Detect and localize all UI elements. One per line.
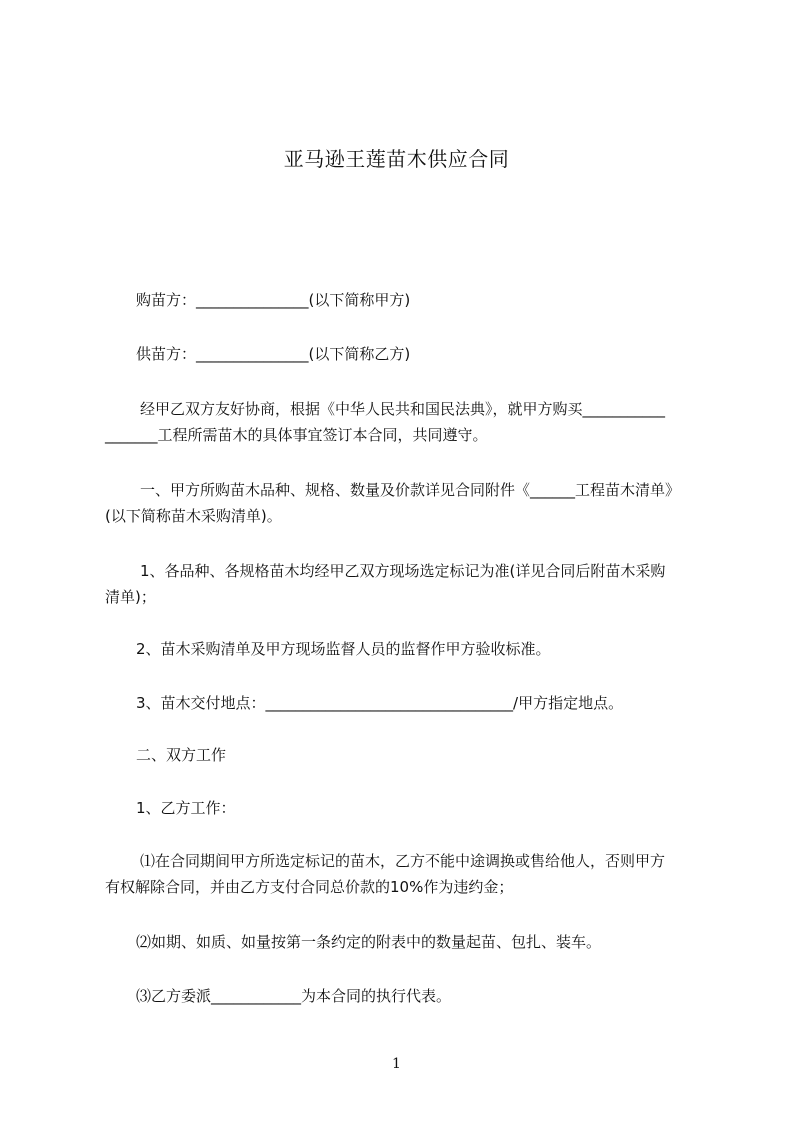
delivery-location-line: 3、苗木交付地点：_________________________________/甲方指定地点。 (136, 694, 624, 712)
contract-title: 亚马逊王莲苗木供应合同 (283, 147, 510, 171)
supplier-line: 供苗方：_______________(以下简称乙方) (136, 345, 411, 363)
supplier-duty-one-line-1: ⑴在合同期间甲方所选定标记的苗木，乙方不能中途调换或售给他人，否则甲方 (140, 852, 666, 870)
supplier-duty-one-line-2: 有权解除合同，并由乙方支付合同总价款的10%作为违约金； (105, 878, 514, 896)
article-one-line-1: 一、甲方所购苗木品种、规格、数量及价款详见合同附件《______工程苗木清单》 (140, 481, 681, 499)
buyer-line: 购苗方：_______________(以下简称甲方) (136, 291, 411, 309)
supplier-duty-three-line: ⑶乙方委派____________为本合同的执行代表。 (136, 987, 452, 1005)
supplier-duty-two-line: ⑵如期、如质、如量按第一条约定的附表中的数量起苗、包扎、装车。 (136, 933, 602, 951)
item-one-line-2: 清单)； (105, 588, 156, 606)
item-one-line-1: 1、各品种、各规格苗木均经甲乙双方现场选定标记为准(详见合同后附苗木采购 (140, 562, 666, 580)
article-one-line-2: (以下简称苗木采购清单)。 (105, 507, 282, 525)
page-number: 1 (392, 1056, 401, 1072)
supplier-work-heading: 1、乙方工作： (136, 799, 236, 817)
article-two-heading: 二、双方工作 (136, 746, 227, 764)
agreement-paragraph-line-1: 经甲乙双方友好协商，根据《中华人民共和国民法典》，就甲方购买___________ (140, 400, 666, 418)
item-two-line: 2、苗木采购清单及甲方现场监督人员的监督作甲方验收标准。 (136, 640, 551, 658)
agreement-paragraph-line-2: _______工程所需苗木的具体事宜签订本合同，共同遵守。 (105, 426, 488, 444)
